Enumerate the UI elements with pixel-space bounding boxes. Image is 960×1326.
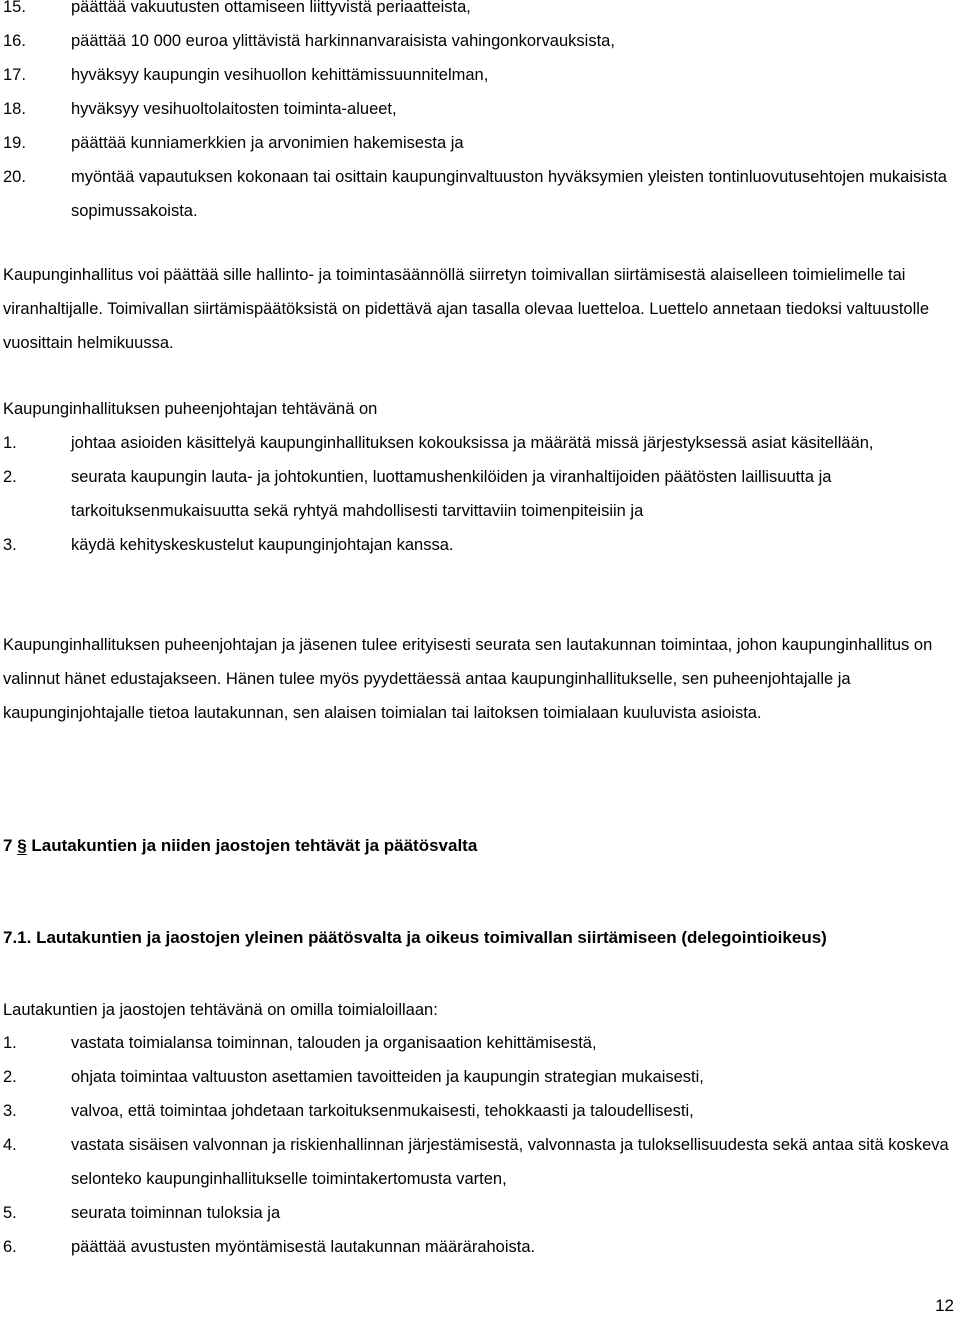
page-number: 12 [935,1296,954,1315]
list-item [0,160,960,228]
list-number: 18. [3,100,26,118]
list-text: päättää kunniamerkkien ja arvonimien hakemisesta ja [71,134,464,152]
list-number: 3. [3,1102,17,1120]
list-text: päättää vakuutusten ottamiseen liittyvistä periaatteista, [71,0,471,16]
list-text: johtaa asioiden käsittelyä kaupunginhallituksen kokouksissa ja määrätä missä järjestyksessä asiat käsitellään, [71,434,874,452]
list-number: 3. [3,536,17,554]
decision-list-continued [0,0,960,228]
list-number: 15. [3,0,26,16]
list-item [0,58,960,92]
list-text: vastata toimialansa toiminnan, talouden ja organisaation kehittämisestä, [71,1034,597,1052]
section-title: Lautakuntien ja jaostojen yleinen päätösvalta ja oikeus toimivallan siirtämiseen (delegointioikeus) [36,928,827,947]
list-text: seurata toiminnan tuloksia ja [71,1204,281,1222]
list-text: käydä kehityskeskustelut kaupunginjohtajan kanssa. [71,536,454,554]
list-item [0,1094,960,1128]
list-text: päättää 10 000 euroa ylittävistä harkinnanvaraisista vahingonkorvauksista, [71,32,615,50]
delegation-paragraph: Kaupunginhallitus voi päättää sille hallinto- ja toimintasäännöllä siirretyn toimivallan siirtämisestä alaiselleen toimielimelle tai viranhaltijalle. Toimivallan siirtämispäätöksistä on pidettävä ajan tasalla olevaa luetteloa. Luettelo annetaan tiedoksi valtuustolle vuosittain helmikuussa. [3,266,930,352]
list-item [0,1060,960,1094]
list-number: 20. [3,168,26,186]
list-text: ohjata toimintaa valtuuston asettamien tavoitteiden ja kaupungin strategian mukaisesti, [71,1068,704,1086]
members-paragraph: Kaupunginhallituksen puheenjohtajan ja jäsenen tulee erityisesti seurata sen lautakunnan toimintaa, johon kaupunginhallitus on valinnut hänet edustajakseen. Hänen tulee myös pyydettäessä antaa kaupunginhallitukselle, sen puheenjohtajalle ja kaupunginjohtajalle tietoa lautakunnan, sen alaisen toimialan tai laitoksen toimialaan kuuluvista asioista. [3,636,933,722]
list-number: 1. [3,434,17,452]
list-number: 16. [3,32,26,50]
list-item [0,460,960,528]
list-item [0,126,960,160]
list-number: 2. [3,468,17,486]
list-text: valvoa, että toimintaa johdetaan tarkoituksenmukaisesti, tehokkaasti ja taloudellisesti, [71,1102,694,1120]
list-text: hyväksyy vesihuoltolaitosten toiminta-alueet, [71,100,397,118]
list-text: myöntää vapautuksen kokonaan tai osittain kaupunginvaltuuston hyväksymien yleisten tontinluovutusehtojen mukaisista sopimussakoista. [71,168,947,220]
list-item [0,1196,960,1230]
list-number: 5. [3,1204,17,1222]
list-item [0,1026,960,1060]
list-number: 19. [3,134,26,152]
list-item [0,24,960,58]
list-number: 1. [3,1034,17,1052]
section-symbol: § [17,836,27,855]
section-title: Lautakuntien ja niiden jaostojen tehtävät ja päätösvalta [31,836,478,855]
section-7-1-heading [3,926,950,950]
boards-duties-list [0,1026,960,1264]
list-item [0,1128,960,1196]
list-item [0,92,960,126]
boards-duties-intro: Lautakuntien ja jaostojen tehtävänä on omilla toimialoillaan: [3,1001,438,1019]
list-item [0,0,960,24]
chair-duties-list [0,426,960,562]
list-number: 6. [3,1238,17,1256]
list-text: seurata kaupungin lauta- ja johtokuntien, luottamushenkilöiden ja viranhaltijoiden päätösten laillisuutta ja tarkoituksenmukaisuutta sekä ryhtyä mahdollisesti tarvittaviin toimenpiteisiin ja [71,468,832,520]
list-item [0,426,960,460]
section-number: 7 [3,836,13,855]
list-item [0,528,960,562]
list-text: hyväksyy kaupungin vesihuollon kehittämissuunnitelman, [71,66,489,84]
section-number: 7.1. [3,928,32,947]
section-7-heading [3,834,950,858]
list-text: vastata sisäisen valvonnan ja riskienhallinnan järjestämisestä, valvonnasta ja tuloksellisuudesta sekä antaa sitä koskeva selonteko kaupunginhallitukselle toimintakertomusta varten, [71,1136,949,1188]
list-number: 2. [3,1068,17,1086]
list-number: 4. [3,1136,17,1154]
list-item [0,1230,960,1264]
list-text: päättää avustusten myöntämisestä lautakunnan määrärahoista. [71,1238,536,1256]
chair-duties-intro: Kaupunginhallituksen puheenjohtajan tehtävänä on [3,400,378,418]
list-number: 17. [3,66,26,84]
